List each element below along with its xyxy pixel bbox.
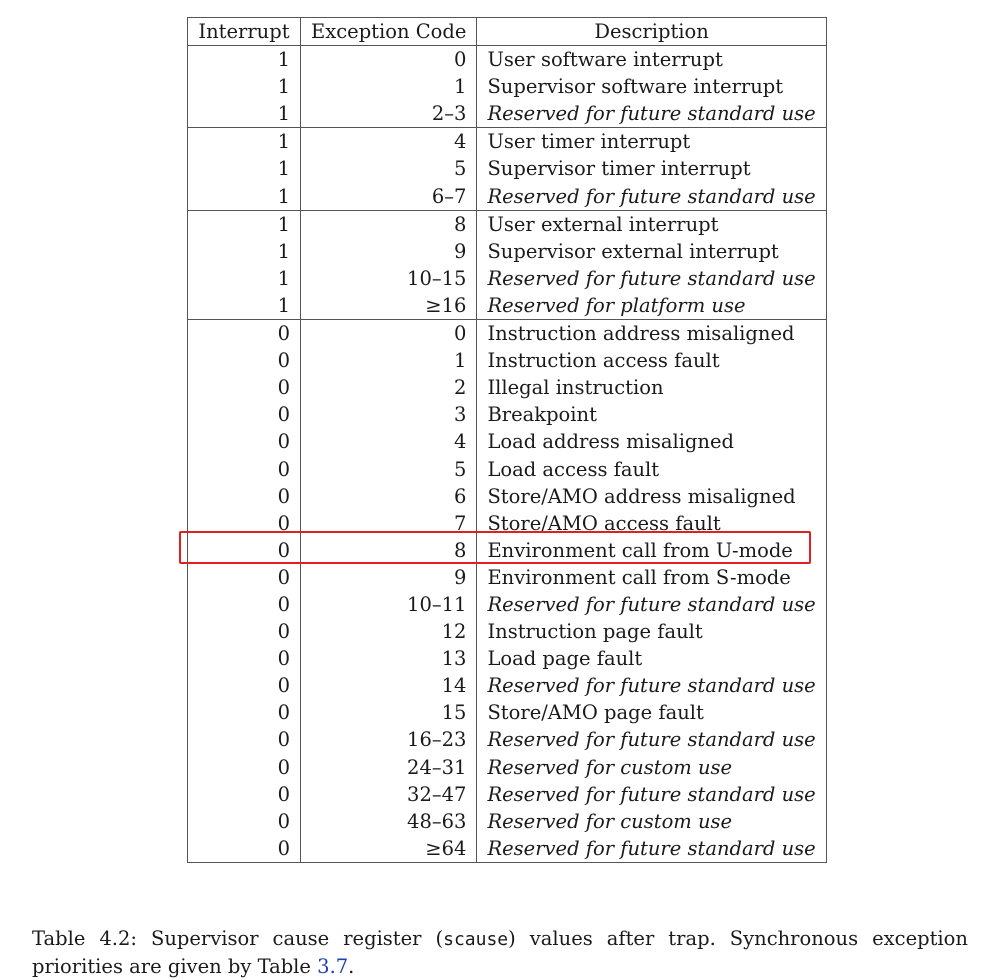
interrupt-cell: 0 bbox=[188, 483, 301, 510]
interrupt-cell: 0 bbox=[188, 374, 301, 401]
table-row bbox=[188, 781, 827, 808]
table-row bbox=[188, 320, 827, 348]
interrupt-cell: 1 bbox=[188, 73, 301, 100]
table-header bbox=[188, 18, 827, 46]
header-exception-code: Exception Code bbox=[301, 18, 477, 46]
exception-code-cell: 2–3 bbox=[301, 100, 477, 128]
exception-code-cell: 1 bbox=[301, 73, 477, 100]
exception-code-cell: 0 bbox=[301, 46, 477, 74]
table-row bbox=[188, 672, 827, 699]
table-row bbox=[188, 46, 827, 74]
table-row bbox=[188, 73, 827, 100]
exception-code-cell: 7 bbox=[301, 510, 477, 537]
description-cell: Reserved for future standard use bbox=[487, 674, 816, 698]
exception-code-cell: 24–31 bbox=[301, 754, 477, 781]
exception-code-cell: 0 bbox=[301, 320, 477, 348]
interrupt-cell: 0 bbox=[188, 618, 301, 645]
exception-code-cell: 32–47 bbox=[301, 781, 477, 808]
header-interrupt: Interrupt bbox=[188, 18, 301, 46]
interrupt-cell: 1 bbox=[188, 155, 301, 182]
exception-code-cell: 6–7 bbox=[301, 183, 477, 211]
description-cell: Supervisor software interrupt bbox=[487, 75, 784, 99]
caption-text-2: ) values after trap. Synchronous exception priorities are given by Table bbox=[32, 926, 968, 978]
table-row bbox=[188, 128, 827, 156]
description-cell: Reserved for future standard use bbox=[487, 266, 816, 290]
table-row bbox=[188, 347, 827, 374]
table-row bbox=[188, 100, 827, 128]
interrupt-cell: 1 bbox=[188, 183, 301, 211]
description-cell: Reserved for future standard use bbox=[487, 782, 816, 806]
description-cell: User software interrupt bbox=[487, 48, 723, 72]
interrupt-cell: 0 bbox=[188, 754, 301, 781]
description-cell: Store/AMO page fault bbox=[487, 701, 704, 725]
description-cell: Load page fault bbox=[487, 647, 643, 671]
exception-code-cell: 5 bbox=[301, 155, 477, 182]
interrupt-cell: 0 bbox=[188, 645, 301, 672]
exception-code-cell: ≥64 bbox=[301, 835, 477, 863]
exception-code-cell: ≥16 bbox=[301, 292, 477, 320]
exception-code-cell: 10–15 bbox=[301, 265, 477, 292]
description-cell: Supervisor timer interrupt bbox=[487, 157, 751, 181]
table-row bbox=[188, 699, 827, 726]
exception-code-cell: 14 bbox=[301, 672, 477, 699]
interrupt-cell: 0 bbox=[188, 591, 301, 618]
table-row bbox=[188, 483, 827, 510]
caption-text-1: Supervisor cause register ( bbox=[136, 926, 444, 950]
exception-code-cell: 16–23 bbox=[301, 726, 477, 753]
description-cell: Instruction access fault bbox=[487, 349, 720, 373]
table-row bbox=[188, 645, 827, 672]
description-cell: Reserved for platform use bbox=[487, 293, 746, 317]
interrupt-cell: 0 bbox=[188, 347, 301, 374]
exception-code-cell: 12 bbox=[301, 618, 477, 645]
description-cell: Reserved for future standard use bbox=[487, 102, 816, 126]
caption-code: scause bbox=[443, 928, 509, 950]
table-row bbox=[188, 210, 827, 238]
exception-code-cell: 8 bbox=[301, 210, 477, 238]
interrupt-cell: 0 bbox=[188, 699, 301, 726]
interrupt-cell: 0 bbox=[188, 808, 301, 835]
exception-code-cell: 9 bbox=[301, 238, 477, 265]
exception-code-cell: 13 bbox=[301, 645, 477, 672]
description-cell: User timer interrupt bbox=[477, 128, 826, 156]
interrupt-cell: 0 bbox=[188, 401, 301, 428]
description-cell: Reserved for future standard use bbox=[487, 592, 816, 616]
description-cell: Reserved for future standard use bbox=[487, 728, 816, 752]
table-row bbox=[188, 238, 827, 265]
exception-code-cell: 6 bbox=[301, 483, 477, 510]
description-cell: Illegal instruction bbox=[487, 376, 664, 400]
interrupt-cell: 0 bbox=[188, 510, 301, 537]
table-row bbox=[188, 564, 827, 591]
interrupt-cell: 1 bbox=[188, 238, 301, 265]
table-row bbox=[188, 265, 827, 292]
exception-code-cell: 3 bbox=[301, 401, 477, 428]
interrupt-cell: 0 bbox=[188, 564, 301, 591]
description-cell: Reserved for custom use bbox=[487, 755, 733, 779]
description-cell: Load address misaligned bbox=[487, 430, 734, 454]
interrupt-cell: 0 bbox=[188, 428, 301, 455]
table-row bbox=[188, 754, 827, 781]
exception-code-cell: 9 bbox=[301, 564, 477, 591]
interrupt-cell: 0 bbox=[188, 781, 301, 808]
table-row bbox=[188, 183, 827, 211]
description-cell: Store/AMO access fault bbox=[487, 511, 721, 535]
header-description: Description bbox=[477, 18, 826, 46]
interrupt-cell: 1 bbox=[188, 292, 301, 320]
description-cell: Store/AMO address misaligned bbox=[487, 484, 796, 508]
scause-values-table bbox=[187, 17, 827, 863]
interrupt-cell: 1 bbox=[188, 210, 301, 238]
interrupt-cell: 1 bbox=[188, 265, 301, 292]
interrupt-cell: 0 bbox=[188, 320, 301, 348]
interrupt-cell: 0 bbox=[188, 726, 301, 753]
exception-code-cell: 1 bbox=[301, 347, 477, 374]
header-row bbox=[188, 18, 827, 46]
description-cell: Environment call from U-mode bbox=[487, 538, 793, 562]
caption-text-end: . bbox=[348, 954, 355, 978]
description-cell: Reserved for future standard use bbox=[487, 184, 816, 208]
description-cell: Supervisor external interrupt bbox=[487, 239, 779, 263]
interrupt-cell: 0 bbox=[188, 537, 301, 564]
exception-code-cell: 4 bbox=[301, 128, 477, 156]
description-cell: Instruction address misaligned bbox=[477, 320, 826, 348]
exception-code-cell: 5 bbox=[301, 456, 477, 483]
table-row bbox=[188, 456, 827, 483]
interrupt-cell: 1 bbox=[188, 46, 301, 74]
table-reference-link[interactable]: 3.7 bbox=[317, 954, 349, 978]
description-cell: Reserved for future standard use bbox=[487, 836, 816, 860]
description-cell: User external interrupt bbox=[477, 210, 826, 238]
table-row bbox=[188, 618, 827, 645]
interrupt-cell: 0 bbox=[188, 835, 301, 863]
table-row bbox=[188, 808, 827, 835]
exception-code-cell: 8 bbox=[301, 537, 477, 564]
description-cell: Load access fault bbox=[487, 457, 660, 481]
table-row bbox=[188, 835, 827, 863]
table-row bbox=[188, 591, 827, 618]
table-row bbox=[188, 374, 827, 401]
exception-code-cell: 48–63 bbox=[301, 808, 477, 835]
description-cell: Reserved for custom use bbox=[487, 809, 733, 833]
interrupt-cell: 0 bbox=[188, 456, 301, 483]
table-row bbox=[188, 428, 827, 455]
caption-label: Table 4.2: bbox=[32, 926, 137, 950]
table-row bbox=[188, 510, 827, 537]
interrupt-cell: 0 bbox=[188, 672, 301, 699]
exception-code-cell: 2 bbox=[301, 374, 477, 401]
exception-code-cell: 10–11 bbox=[301, 591, 477, 618]
description-cell: Breakpoint bbox=[487, 403, 597, 427]
table-caption bbox=[32, 925, 968, 980]
table-row bbox=[188, 292, 827, 320]
exception-code-cell: 4 bbox=[301, 428, 477, 455]
table-row bbox=[188, 537, 827, 564]
exception-code-cell: 15 bbox=[301, 699, 477, 726]
interrupt-cell: 1 bbox=[188, 100, 301, 128]
description-cell: Instruction page fault bbox=[487, 620, 703, 644]
table-row bbox=[188, 155, 827, 182]
table-row bbox=[188, 726, 827, 753]
table-row bbox=[188, 401, 827, 428]
interrupt-cell: 1 bbox=[188, 128, 301, 156]
description-cell: Environment call from S-mode bbox=[487, 565, 791, 589]
table-body bbox=[188, 46, 827, 863]
